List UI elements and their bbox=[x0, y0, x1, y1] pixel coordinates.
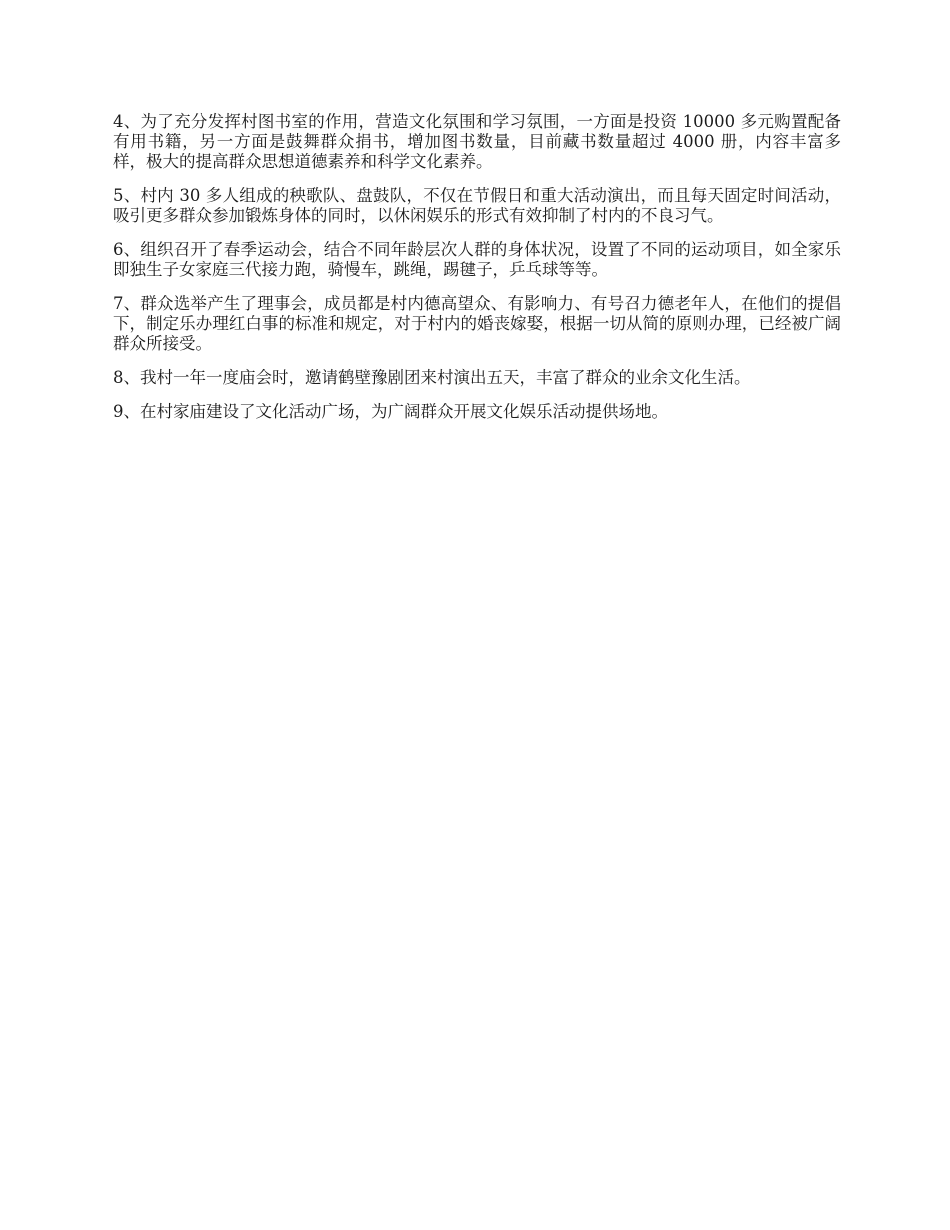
paragraph-8: 8、我村一年一度庙会时，邀请鹤壁豫剧团来村演出五天，丰富了群众的业余文化生活。 bbox=[113, 368, 751, 387]
paragraph-7: 7、群众选举产生了理事会，成员都是村内德高望众、有影响力、有号召力德老年人，在他们的提倡下，制定乐办理红白事的标准和规定，对于村内的婚丧嫁娶，根据一切从简的原则办理，已经被广阔群众所接受。 bbox=[113, 294, 841, 353]
document-body bbox=[113, 112, 841, 436]
paragraph-9: 9、在村家庙建设了文化活动广场，为广阔群众开展文化娱乐活动提供场地。 bbox=[113, 402, 668, 421]
paragraph-4: 4、为了充分发挥村图书室的作用，营造文化氛围和学习氛围，一方面是投资 10000 多元购置配备有用书籍，另一方面是鼓舞群众捐书，增加图书数量，目前藏书数量超过 4000 册，内容丰富多样，极大的提高群众思想道德素养和科学文化素养。 bbox=[113, 112, 841, 171]
paragraph-6: 6、组织召开了春季运动会，结合不同年龄层次人群的身体状况，设置了不同的运动项目，如全家乐即独生子女家庭三代接力跑，骑慢车，跳绳，踢毽子，乒乓球等等。 bbox=[113, 240, 841, 279]
paragraph-5: 5、村内 30 多人组成的秧歌队、盘鼓队，不仅在节假日和重大活动演出，而且每天固定时间活动，吸引更多群众参加锻炼身体的同时，以休闲娱乐的形式有效抑制了村内的不良习气。 bbox=[113, 186, 841, 225]
